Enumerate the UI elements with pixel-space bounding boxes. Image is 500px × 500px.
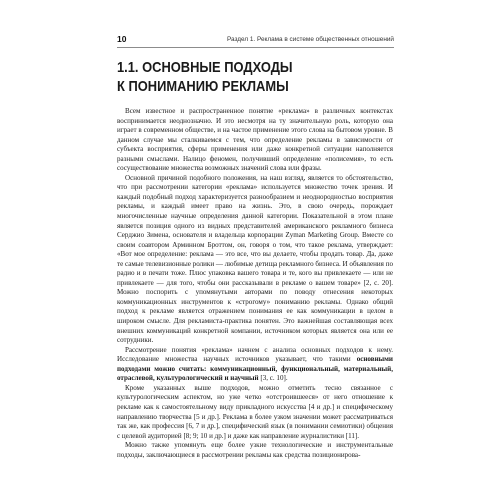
chapter-title: Раздел 1. Реклама в системе общественных отношений — [226, 36, 394, 43]
section-heading-line-2: К ПОНИМАНИЮ РЕКЛАМЫ — [117, 78, 289, 95]
paragraph-5: Можно также упомянуть еще более узкие технологические и инструментальные подходы, заключающиеся в рассмотрении рекламы как средства позиционирова- — [117, 441, 393, 459]
paragraph-3-citation: [3, с. 10]. — [258, 374, 288, 383]
paragraph-3-text: Рассмотрение понятия «реклама» начнем с анализа основных подходов к нему. Исследование множества научных источников указывает, что такими — [117, 345, 393, 364]
section-heading — [117, 58, 358, 96]
paragraph-1: Всем известное и распространенное понятие «реклама» в различных контекстах воспринимается неоднозначно. И это несмотря на ту значительную роль, которую она играет в современном обществе, и на частое применение этого слова на бытовом уровне. В данном случае мы сталкиваемся с тем, что определение рекламы в зависимости от субъекта восприятия, сферы применения или даже конкретной ситуации наполняется разными смыслами. Налицо феномен, получивший определение «полисемия», то есть сосуществование множества возможных значений слова или фразы. — [117, 107, 393, 173]
body-text — [117, 107, 393, 460]
section-heading-line-1: 1.1. ОСНОВНЫЕ ПОДХОДЫ — [117, 59, 293, 76]
paragraph-3 — [117, 346, 393, 384]
paragraph-3-bold-text: основными подходами можно считать: коммуникационный, функциональный, материальный, отраслевой, культурологический и научный — [117, 355, 393, 383]
paragraph-4: Кроме указанных выше подходов, можно отметить тесно связанное с культурологическим аспектом, но уже четко «отстроившееся» от него отношение к рекламе как к самостоятельному виду прикладного искусства [4 и др.] и специфическому направлению творчества [5 и др.]. Реклама в более узком значении может рассматриваться так же, как профессия [6, 7 и др.], специфический язык (в понимании семиотики) общения с целевой аудиторией [8; 9; 10 и др.] и даже как направление журналистики [11]. — [117, 383, 393, 440]
paragraph-2: Основной причиной подобного положения, на наш взгляд, является то обстоятельство, что при рассмотрении категории «реклама» используется множество точек зрения. И каждый подобный подход характеризуется разнообразием и неоднородностью восприятия рекламы, и каждый имеет право на жизнь. Это, в свою очередь, порождает многочисленные научные определения данной категории. Показательной в этом плане является позиция одного из видных представителей американского рекламного бизнеса Серджио Зимена, основателя и владельца корпорации Zyman Marketing Group. Вместе со своим соавтором Арминном Броттом, он, говоря о том, что такое реклама, утверждает: «Вот мое определение: реклама — это все, что вы делаете, чтобы продать товар. Да, даже те самые телевизионные ролики — любимые детища рекламного бизнеса. И объявления по радио и в печати тоже. Плюс упаковка вашего товара и те, кого вы привлекаете — или не привлекаете — для того, чтобы они рассказывали в рекламе о вашем товаре» [2, с. 20]. Можно поспорить с упомянутыми авторами по поводу отнесения некоторых коммуникационных инструментов к «строгому» пониманию рекламы. Однако общий подход к рекламе является отражением понимания ее как коммуникации в целом в широком смысле. Для рекламиста-практика понятен. Это важнейшая составляющая всех внешних коммуникаций конкретной компании, источником которых является она или ее сотрудники. — [117, 173, 393, 345]
running-head — [117, 34, 394, 48]
page-number: 10 — [117, 34, 127, 44]
